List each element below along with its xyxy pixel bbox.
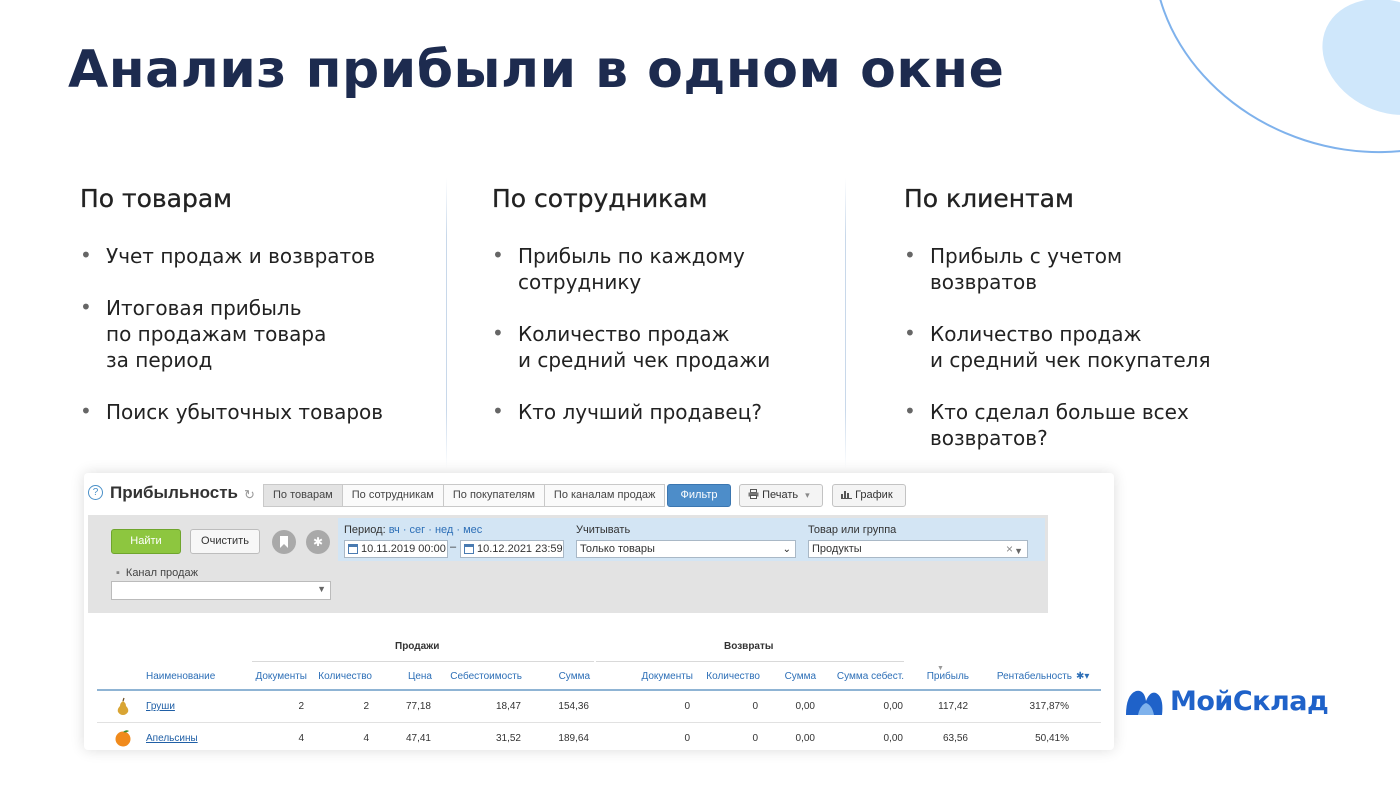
clear-button[interactable]: Очистить bbox=[190, 529, 260, 554]
col-return-docs[interactable]: Документы bbox=[641, 671, 693, 682]
cell-profitability: 50,41% bbox=[1035, 733, 1069, 744]
col-price[interactable]: Цена bbox=[407, 671, 432, 682]
list-item: • Прибыль по каждому сотруднику bbox=[492, 243, 745, 294]
list-item: • Количество продаж и средний чек продажи bbox=[492, 321, 771, 372]
cell-sales-sum: 154,36 bbox=[558, 701, 589, 712]
profitability-report-window bbox=[84, 473, 1114, 750]
column-products bbox=[80, 184, 460, 451]
cell-return-qty: 0 bbox=[752, 701, 758, 712]
column-heading: По сотрудникам bbox=[492, 184, 708, 213]
col-profit[interactable]: Прибыль bbox=[926, 671, 969, 682]
period-shortcuts[interactable]: вч · сег · нед · мес bbox=[388, 524, 483, 536]
chart-label: График bbox=[855, 489, 893, 501]
row-divider bbox=[97, 722, 1101, 723]
cell-return-qty: 0 bbox=[752, 733, 758, 744]
orange-icon bbox=[114, 729, 132, 747]
chevron-down-icon: ⌄ bbox=[782, 544, 791, 555]
sales-group-header: Продажи bbox=[395, 641, 440, 652]
account-select[interactable]: Только товары ⌄ bbox=[576, 540, 796, 558]
print-icon bbox=[748, 489, 759, 499]
col-return-qty[interactable]: Количество bbox=[706, 671, 760, 682]
gear-icon: ✱ bbox=[312, 535, 324, 549]
cell-sales-docs: 2 bbox=[298, 701, 304, 712]
cell-sales-sum: 189,64 bbox=[558, 733, 589, 744]
logo-text: МойСклад bbox=[1170, 686, 1329, 717]
col-profitability[interactable]: Рентабельность bbox=[996, 671, 1072, 682]
cell-price: 77,18 bbox=[405, 701, 431, 712]
list-item: • Прибыль с учетом возвратов bbox=[904, 243, 1123, 294]
column-divider bbox=[446, 178, 447, 468]
cell-return-docs: 0 bbox=[684, 733, 690, 744]
chevron-down-icon: ▾ bbox=[805, 490, 810, 500]
cell-sales-qty: 2 bbox=[363, 701, 369, 712]
col-sales-sum[interactable]: Сумма bbox=[558, 671, 590, 682]
clear-icon[interactable]: × bbox=[1005, 542, 1013, 556]
cell-return-docs: 0 bbox=[684, 701, 690, 712]
cell-return-cost-sum: 0,00 bbox=[883, 701, 903, 712]
bullet-list bbox=[80, 243, 460, 425]
list-item: • Итоговая прибыль по продажам товара за период bbox=[80, 295, 327, 372]
table-header-line bbox=[97, 689, 1101, 691]
list-item: • Поиск убыточных товаров bbox=[80, 399, 384, 424]
product-link-pears[interactable]: Груши bbox=[146, 701, 175, 712]
calendar-icon bbox=[348, 544, 358, 554]
cell-sales-qty: 4 bbox=[363, 733, 369, 744]
period-label: Период: вч · сег · нед · мес bbox=[344, 524, 483, 536]
date-to-input[interactable]: 10.12.2021 23:59 bbox=[460, 540, 564, 558]
slide-title: Анализ прибыли в одном окне bbox=[68, 40, 1005, 100]
print-label: Печать bbox=[762, 489, 799, 501]
column-heading: По клиентам bbox=[904, 184, 1074, 213]
date-separator: – bbox=[450, 541, 457, 553]
refresh-icon[interactable]: ↻ bbox=[244, 487, 255, 502]
column-settings-icon[interactable]: ✱▾ bbox=[1076, 671, 1090, 682]
bookmark-button[interactable] bbox=[272, 530, 296, 554]
chart-button[interactable] bbox=[832, 484, 906, 507]
column-employees bbox=[492, 184, 872, 451]
filter-button[interactable]: Фильтр bbox=[667, 484, 731, 507]
cell-sales-docs: 4 bbox=[298, 733, 304, 744]
product-label: Товар или группа bbox=[808, 524, 897, 536]
tab-by-employees[interactable]: По сотрудникам bbox=[342, 484, 444, 507]
group-divider bbox=[252, 661, 594, 662]
sort-indicator: ▼ bbox=[937, 665, 944, 672]
cell-return-sum: 0,00 bbox=[795, 733, 815, 744]
tab-by-customers[interactable]: По покупателям bbox=[443, 484, 545, 507]
channel-label: ▪ Канал продаж bbox=[116, 567, 198, 579]
logo-icon bbox=[1124, 687, 1164, 717]
report-title: Прибыльность bbox=[110, 483, 238, 502]
col-cost[interactable]: Себестоимость bbox=[450, 671, 522, 682]
find-button[interactable]: Найти bbox=[111, 529, 181, 554]
bullet-list bbox=[904, 243, 1284, 451]
column-divider bbox=[845, 178, 846, 468]
report-tabs bbox=[264, 484, 665, 507]
filter-panel bbox=[88, 515, 1048, 613]
cell-profit: 63,56 bbox=[942, 733, 968, 744]
brand-logo bbox=[1124, 686, 1328, 717]
column-clients bbox=[904, 184, 1284, 477]
col-name[interactable]: Наименование bbox=[146, 671, 216, 682]
col-sales-docs[interactable]: Документы bbox=[255, 671, 307, 682]
list-item: • Кто лучший продавец? bbox=[492, 399, 762, 424]
group-divider bbox=[596, 661, 904, 662]
bullet-list bbox=[492, 243, 872, 425]
list-item: • Кто сделал больше всех возвратов? bbox=[904, 399, 1189, 450]
cell-profitability: 317,87% bbox=[1029, 701, 1069, 712]
chevron-down-icon: ▼ bbox=[317, 584, 326, 594]
col-return-cost-sum[interactable]: Сумма себест. bbox=[836, 671, 904, 682]
settings-button[interactable] bbox=[306, 530, 330, 554]
tab-by-sales-channels[interactable]: По каналам продаж bbox=[544, 484, 665, 507]
cell-return-sum: 0,00 bbox=[795, 701, 815, 712]
date-from-input[interactable]: 10.11.2019 00:00 bbox=[344, 540, 448, 558]
product-select[interactable]: Продукты × ▼ bbox=[808, 540, 1028, 558]
list-item: • Учет продаж и возвратов bbox=[80, 243, 376, 268]
list-item: • Количество продаж и средний чек покупателя bbox=[904, 321, 1211, 372]
chart-icon bbox=[841, 489, 852, 499]
cell-price: 47,41 bbox=[405, 733, 431, 744]
report-toolbar bbox=[84, 473, 1114, 515]
print-button[interactable] bbox=[739, 484, 823, 507]
pear-icon bbox=[115, 697, 131, 715]
period-box bbox=[338, 518, 1045, 561]
column-heading: По товарам bbox=[80, 184, 233, 213]
calendar-icon bbox=[464, 544, 474, 554]
cell-cost: 31,52 bbox=[495, 733, 521, 744]
product-link-oranges[interactable]: Апельсины bbox=[146, 733, 198, 744]
tab-by-products[interactable]: По товарам bbox=[263, 484, 343, 507]
cell-cost: 18,47 bbox=[495, 701, 521, 712]
returns-group-header: Возвраты bbox=[724, 641, 774, 652]
help-icon[interactable]: ? bbox=[88, 485, 103, 500]
cell-profit: 117,42 bbox=[938, 701, 968, 712]
col-return-sum[interactable]: Сумма bbox=[784, 671, 816, 682]
bookmark-icon bbox=[279, 536, 289, 548]
chevron-down-icon: ▼ bbox=[1014, 546, 1023, 556]
col-sales-qty[interactable]: Количество bbox=[318, 671, 372, 682]
account-label: Учитывать bbox=[576, 524, 631, 536]
cell-return-cost-sum: 0,00 bbox=[883, 733, 903, 744]
sales-channel-select[interactable] bbox=[111, 581, 331, 600]
